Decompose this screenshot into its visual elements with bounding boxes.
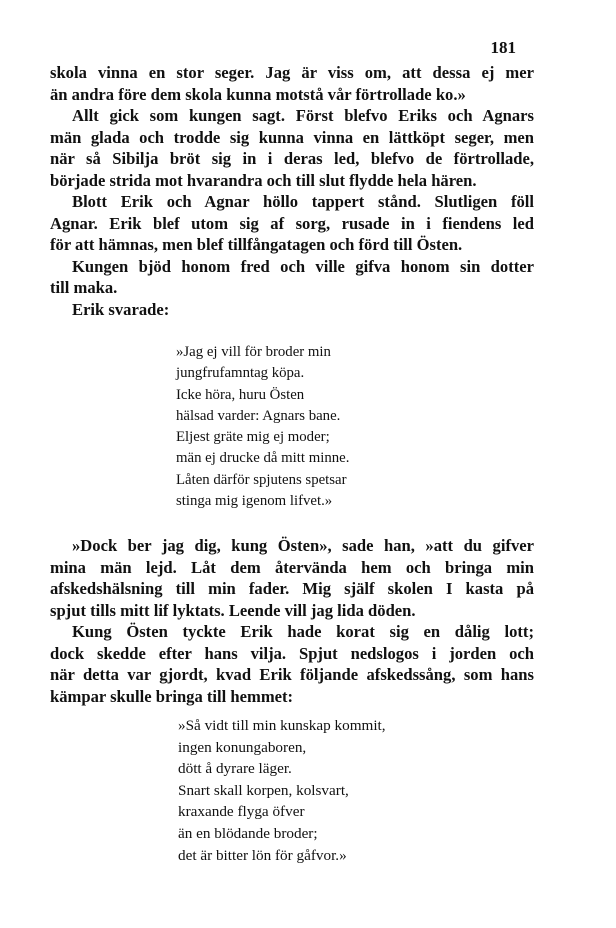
poem-line: kraxande flyga öfver — [178, 803, 305, 821]
paragraph-block-2 — [50, 535, 534, 707]
text-line: skola vinna en stor seger. Jag är viss om, att dessa ej mer — [50, 63, 534, 82]
text-line: när så Sibilja bröt sig in i deras led, blefvo de förtrollade, — [50, 149, 534, 168]
poem-line: »Så vidt till min kunskap kommit, — [178, 717, 386, 734]
poem-line: Låten därför spjutens spetsar — [176, 471, 347, 488]
poem-line: »Jag ej vill för broder min — [176, 344, 331, 360]
text-line: dock skedde efter hans vilja. Spjut nedslogos i jorden och — [50, 643, 534, 663]
text-line: till maka. — [50, 278, 118, 297]
text-line: för att hämnas, men blef tillfångatagen och förd till Östen. — [50, 235, 463, 254]
poem-line: stinga mig igenom lifvet.» — [176, 493, 333, 510]
text-line: när detta var gjordt, kvad Erik följande afskedssång, som hans — [50, 665, 534, 684]
poem-1 — [176, 342, 349, 512]
text-line: män glada och trodde sig kunna vinna en lättköpt seger, men — [50, 127, 534, 147]
text-line: Allt gick som kungen sagt. Först blefvo Eriks och Agnars — [72, 106, 534, 125]
poem-line: jungfrufamntag köpa. — [176, 365, 305, 382]
text-line: »Dock ber jag dig, kung Östen», sade han, »att du gifver — [72, 536, 534, 555]
poem-line: än en blödande broder; — [178, 824, 318, 842]
text-line: kämpar skulle bringa till hemmet: — [50, 686, 294, 706]
poem-line: Snart skall korpen, kolsvart, — [178, 781, 349, 799]
poem-line: Eljest gräte mig ej moder; — [176, 429, 330, 446]
poem-2 — [178, 715, 386, 866]
text-line: afskedshälsning till min fader. Mig själf skolen I kasta på — [50, 579, 534, 598]
poem-line: hälsad varder: Agnars bane. — [176, 407, 341, 424]
text-line: Blott Erik och Agnar höllo tappert stånd. Slutligen föll — [72, 192, 534, 211]
text-line: Kung Östen tyckte Erik hade korat sig en dålig lott; — [72, 622, 534, 641]
poem-line: dött å dyrare läger. — [178, 760, 292, 778]
poem-line: det är bitter lön för gåfvor.» — [178, 846, 347, 864]
text-line: Kungen bjöd honom fred och ville gifva honom sin dotter — [72, 256, 534, 276]
poem-line: ingen konungaboren, — [178, 738, 307, 756]
page-number: 181 — [490, 38, 516, 57]
text-line: spjut tills mitt lif lyktats. Leende vill jag lida döden. — [50, 600, 416, 620]
poem-line: Icke höra, huru Östen — [176, 386, 305, 403]
text-line: började strida mot hvarandra och till slut flydde hela hären. — [50, 170, 477, 190]
text-line: än andra före dem skola kunna motstå vår förtrollade ko.» — [50, 84, 466, 104]
text-line: Agnar. Erik blef utom sig af sorg, rusade in i fiendens led — [50, 213, 534, 233]
text-line: mina män lejd. Låt dem återvända hem och bringa min — [50, 557, 534, 577]
text-line: Erik svarade: — [72, 299, 170, 319]
poem-line: män ej drucke då mitt minne. — [176, 450, 350, 467]
paragraph-block-1 — [50, 62, 534, 320]
